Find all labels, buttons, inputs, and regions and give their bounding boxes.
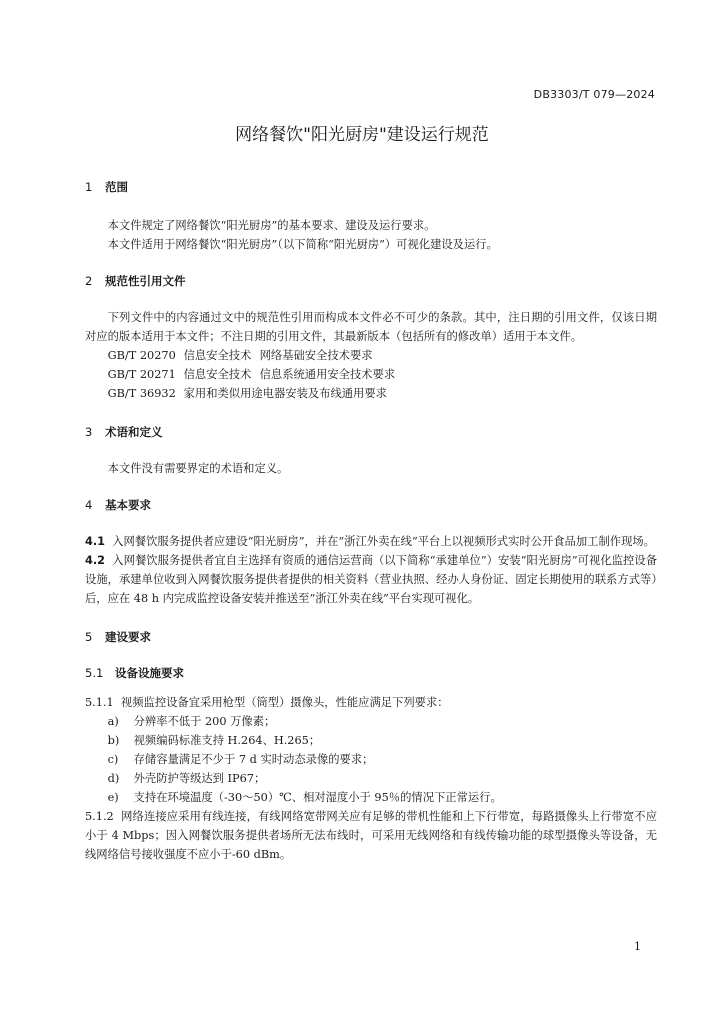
document-title: 网络餐饮"阳光厨房"建设运行规范 bbox=[235, 125, 489, 145]
section-heading-basic-requirements bbox=[85, 496, 657, 514]
subsection-title: 设备设施要求 bbox=[115, 666, 184, 680]
clause bbox=[85, 693, 657, 712]
clause bbox=[85, 551, 657, 608]
paragraph: 本文件没有需要界定的术语和定义。 bbox=[107, 462, 289, 475]
reference-item bbox=[85, 346, 657, 365]
list-item bbox=[85, 731, 657, 750]
section-title: 范围 bbox=[105, 180, 128, 194]
section-number: 2 bbox=[85, 274, 93, 288]
list-item bbox=[85, 788, 657, 807]
clause-number: 4.1 bbox=[85, 535, 106, 548]
section-heading-scope bbox=[85, 178, 657, 196]
list-text: 分辨率不低于 200 万像素； bbox=[133, 715, 276, 728]
list-label: d) bbox=[107, 772, 120, 785]
list-label: e) bbox=[107, 791, 119, 804]
clause-text: 入网餐饮服务提供者宜自主选择有资质的通信运营商（以下简称“承建单位”）安装“阳光厨房”可视化监控设备设施，承建单位收到入网餐饮服务提供者提供的相关资料（营业执照、经办人身份证、固定长期使用的联系方式等）后，应在 48 h 内完成监控设备安装并推送至“浙江外卖在线”平台实现可视化。 bbox=[85, 554, 657, 605]
reference-code: GB/T 36932 bbox=[107, 387, 176, 400]
section-number: 3 bbox=[85, 425, 93, 439]
reference-code: GB/T 20271 bbox=[107, 368, 176, 381]
clause-text: 网络连接应采用有线连接，有线网络宽带网关应有足够的带机性能和上下行带宽，每路摄像头上行带宽不应小于 4 Mbps；因入网餐饮服务提供者场所无法布线时，可采用无线网络和有线传输功能的球型摄像头等设备，无线网络信号接收强度不应小于-60 dBm。 bbox=[85, 810, 657, 861]
section-title: 术语和定义 bbox=[105, 425, 163, 439]
section-heading-normative-references bbox=[85, 272, 657, 290]
section-heading-construction-requirements bbox=[85, 628, 657, 646]
reference-title-part: 信息系统通用安全技术要求 bbox=[259, 368, 396, 381]
list-label: a) bbox=[107, 715, 119, 728]
list-item bbox=[85, 750, 657, 769]
clause-number: 5.1.1 bbox=[85, 696, 114, 709]
section-number: 4 bbox=[85, 498, 93, 512]
clause-number: 4.2 bbox=[85, 554, 106, 567]
paragraph: 本文件规定了网络餐饮“阳光厨房”的基本要求、建设及运行要求。 bbox=[107, 219, 436, 232]
section-number: 1 bbox=[85, 180, 93, 194]
reference-code: GB/T 20270 bbox=[107, 349, 176, 362]
list-text: 存储容量满足不少于 7 d 实时动态录像的要求； bbox=[133, 753, 374, 766]
list-text: 外壳防护等级达到 IP67； bbox=[133, 772, 266, 785]
paragraph: 下列文件中的内容通过文中的规范性引用而构成本文件必不可少的条款。其中，注日期的引用文件，仅该日期对应的版本适用于本文件；不注日期的引用文件，其最新版本（包括所有的修改单）适用于本文件。 bbox=[85, 311, 657, 343]
reference-title-part: 信息安全技术 bbox=[183, 368, 252, 381]
clause-text: 视频监控设备宜采用枪型（筒型）摄像头，性能应满足下列要求： bbox=[120, 696, 449, 709]
list-text: 支持在环境温度（-30～50）℃、相对湿度小于 95％的情况下正常运行。 bbox=[133, 791, 502, 804]
section-title: 基本要求 bbox=[105, 498, 151, 512]
list-label: b) bbox=[107, 734, 120, 747]
reference-title-part: 信息安全技术 bbox=[183, 349, 252, 362]
clause bbox=[85, 807, 657, 864]
document-body bbox=[85, 178, 657, 864]
section-number: 5 bbox=[85, 630, 93, 644]
clause-number: 5.1.2 bbox=[85, 810, 114, 823]
reference-item bbox=[85, 384, 657, 403]
page-number: 1 bbox=[634, 940, 641, 953]
paragraph: 本文件适用于网络餐饮“阳光厨房”（以下简称“阳光厨房”）可视化建设及运行。 bbox=[107, 238, 498, 251]
reference-title-part: 网络基础安全技术要求 bbox=[259, 349, 373, 362]
section-title: 规范性引用文件 bbox=[105, 274, 186, 288]
reference-title-part: 家用和类似用途电器安装及布线通用要求 bbox=[183, 387, 387, 400]
section-title: 建设要求 bbox=[105, 630, 151, 644]
reference-item bbox=[85, 365, 657, 384]
clause-text: 入网餐饮服务提供者应建设“阳光厨房”，并在“浙江外卖在线”平台上以视频形式实时公开食品加工制作现场。 bbox=[112, 535, 655, 548]
subsection-heading-equipment bbox=[85, 664, 657, 682]
standard-code: DB3303/T 079—2024 bbox=[533, 88, 655, 101]
section-heading-terms bbox=[85, 423, 657, 441]
list-label: c) bbox=[107, 753, 119, 766]
list-item bbox=[85, 769, 657, 788]
list-text: 视频编码标准支持 H.264、H.265； bbox=[133, 734, 321, 747]
clause bbox=[85, 532, 657, 551]
list-item bbox=[85, 712, 657, 731]
subsection-number: 5.1 bbox=[85, 666, 104, 680]
